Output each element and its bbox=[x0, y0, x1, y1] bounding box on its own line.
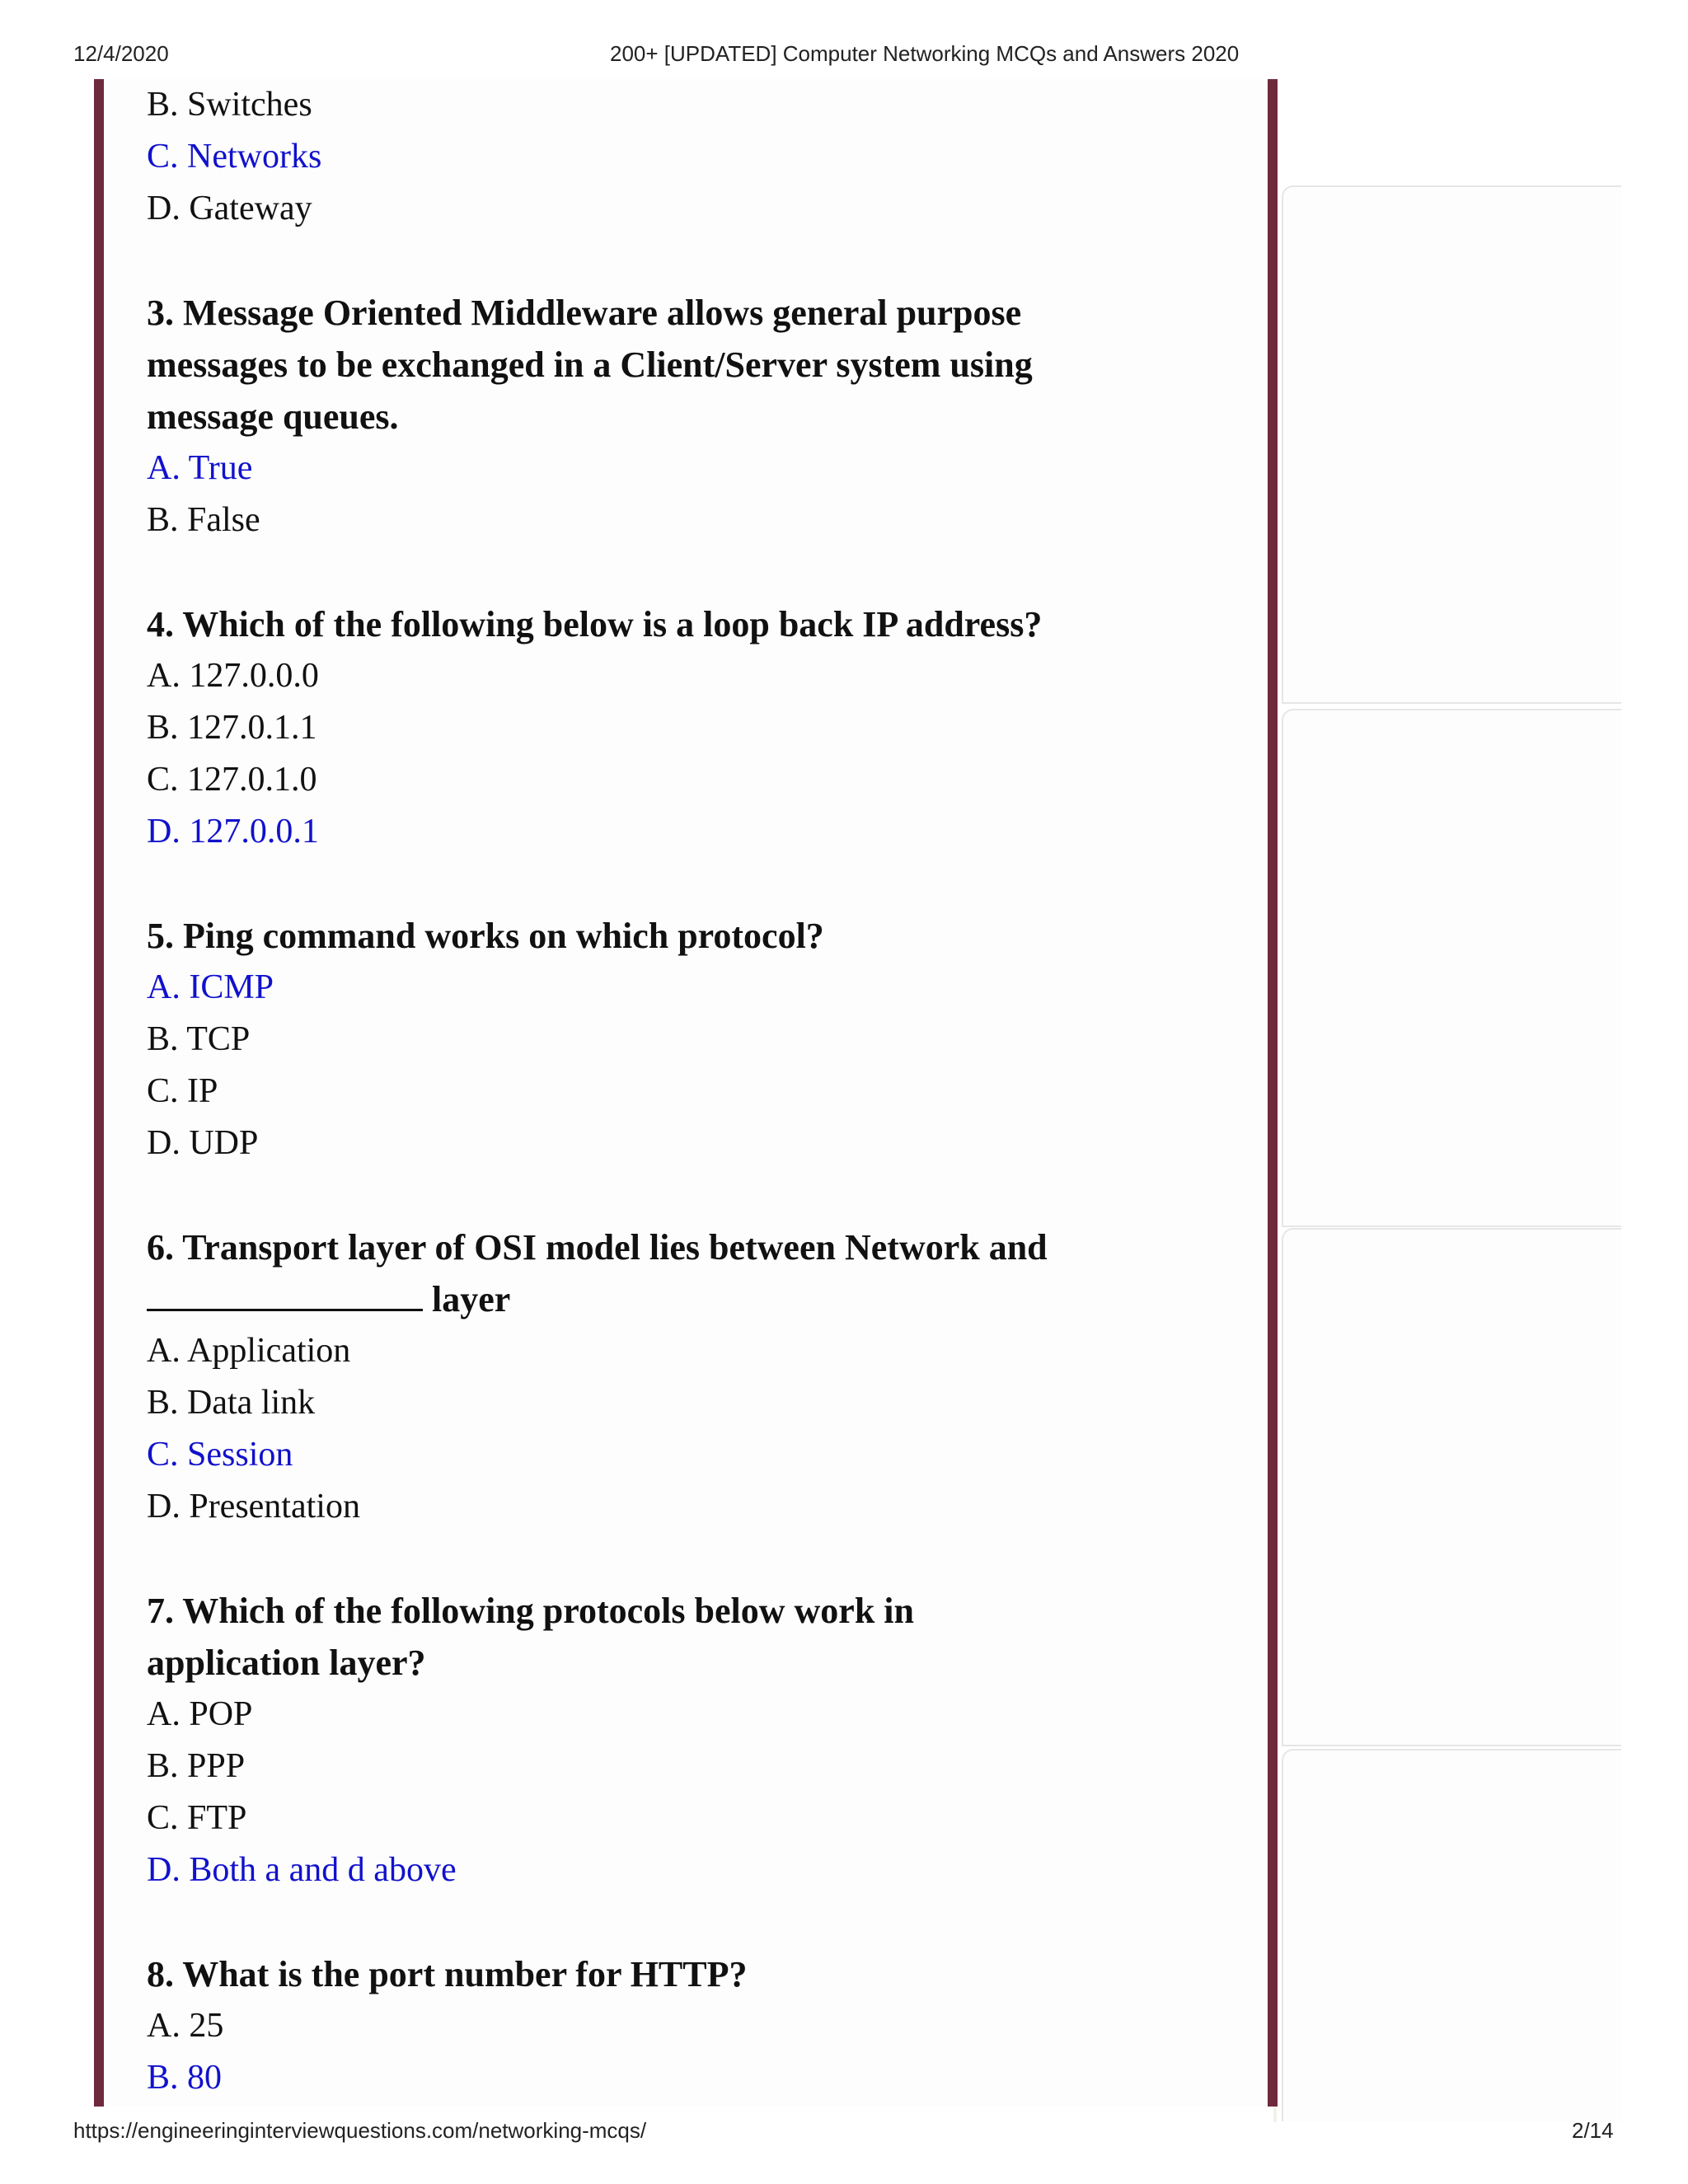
question-block bbox=[147, 287, 1210, 546]
option: A. 25 bbox=[147, 2007, 224, 2045]
option: B. PPP bbox=[147, 1747, 246, 1785]
question-title-suffix: layer bbox=[432, 1279, 511, 1319]
sidebar-ad-slot bbox=[1282, 709, 1621, 1227]
option-prev-c-answer: C. Networks bbox=[147, 138, 322, 176]
print-page-number: 2/14 bbox=[1572, 2118, 1614, 2143]
article-body bbox=[94, 79, 1278, 2107]
sidebar-ad-slot bbox=[1282, 185, 1621, 704]
option: C. IP bbox=[147, 1072, 218, 1110]
sidebar-ad-slot bbox=[1282, 1228, 1621, 1746]
option-answer: C. Session bbox=[147, 1436, 293, 1474]
print-url: https://engineeringinterviewquestions.com/networking-mcqs/ bbox=[73, 2118, 647, 2143]
print-page-title: 200+ [UPDATED] Computer Networking MCQs and Answers 2020 bbox=[610, 41, 1240, 66]
option: A. POP bbox=[147, 1695, 253, 1733]
mcq-list bbox=[147, 79, 1210, 2104]
question-title: 6. Transport layer of OSI model lies between Network and bbox=[147, 1227, 1048, 1268]
option-answer: D. Both a and d above bbox=[147, 1851, 457, 1889]
option: B. Data link bbox=[147, 1384, 316, 1422]
option: B. 127.0.1.1 bbox=[147, 709, 317, 747]
question-title: 5. Ping command works on which protocol? bbox=[147, 916, 824, 956]
question-title: application layer? bbox=[147, 1643, 426, 1683]
question-block bbox=[147, 910, 1210, 1169]
question-title: 3. Message Oriented Middleware allows general purpose bbox=[147, 293, 1022, 333]
question-title: 8. What is the port number for HTTP? bbox=[147, 1954, 748, 1994]
question-title: 4. Which of the following below is a loop back IP address? bbox=[147, 604, 1043, 644]
option: C. 127.0.1.0 bbox=[147, 761, 317, 799]
option-answer: D. 127.0.0.1 bbox=[147, 813, 319, 851]
print-date: 12/4/2020 bbox=[73, 41, 169, 66]
question-block bbox=[147, 1221, 1210, 1533]
option-prev-b: B. Switches bbox=[147, 86, 312, 124]
option: D. Presentation bbox=[147, 1488, 360, 1526]
question-title: 7. Which of the following protocols below work in bbox=[147, 1591, 914, 1631]
option-answer: A. ICMP bbox=[147, 968, 274, 1006]
question-block bbox=[147, 598, 1210, 858]
option-prev-d: D. Gateway bbox=[147, 190, 312, 227]
question-title: message queues. bbox=[147, 396, 399, 437]
question-title bbox=[147, 1273, 1210, 1325]
option-answer: B. 80 bbox=[147, 2059, 223, 2097]
sidebar-ad-slot bbox=[1282, 1749, 1621, 2121]
option: D. UDP bbox=[147, 1124, 259, 1162]
question-block bbox=[147, 1948, 1210, 2104]
option: B. TCP bbox=[147, 1020, 251, 1058]
option: A. Application bbox=[147, 1332, 351, 1370]
option: C. FTP bbox=[147, 1799, 247, 1837]
option: A. 127.0.0.0 bbox=[147, 657, 319, 695]
option-answer: A. True bbox=[147, 449, 253, 487]
question-block bbox=[147, 1585, 1210, 1896]
option: B. False bbox=[147, 501, 260, 539]
question-title: messages to be exchanged in a Client/Server system using bbox=[147, 344, 1033, 385]
fill-in-blank bbox=[147, 1276, 423, 1311]
